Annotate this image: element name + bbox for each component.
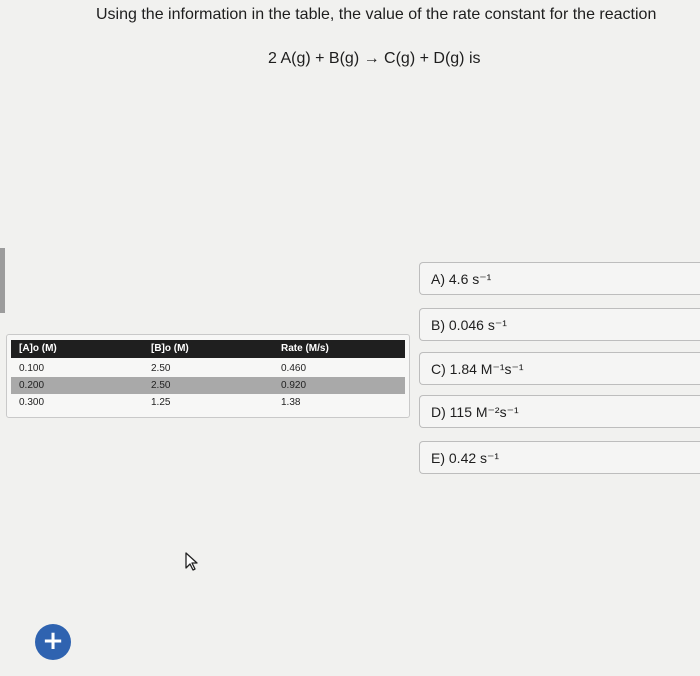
- cell-a: 0.300: [19, 397, 45, 408]
- answer-choice-b[interactable]: [419, 308, 700, 341]
- table-row: [11, 394, 405, 411]
- cell-a: 0.100: [19, 363, 45, 374]
- answer-choice-d[interactable]: [419, 395, 700, 428]
- left-edge-bar: [0, 248, 5, 313]
- plus-icon: +: [42, 626, 64, 656]
- table-row: [11, 377, 405, 394]
- choice-letter: A): [431, 271, 445, 287]
- question-text: Using the information in the table, the value of the rate constant for the reaction: [96, 6, 657, 23]
- reaction-equation: 2 A(g) + B(g) → C(g) + D(g) is: [268, 50, 481, 67]
- table-row: [11, 360, 405, 377]
- choice-text: 115 M⁻²s⁻¹: [449, 404, 519, 420]
- choice-letter: B): [431, 317, 445, 333]
- cell-rate: 0.460: [281, 363, 307, 374]
- cell-b: 2.50: [151, 380, 171, 391]
- answer-choice-c[interactable]: [419, 352, 700, 385]
- answer-choice-a[interactable]: [419, 262, 700, 295]
- table-header-row: [11, 340, 405, 358]
- header-rate: Rate (M/s): [281, 343, 329, 354]
- header-b-concentration: [B]o (M): [151, 343, 189, 354]
- choice-letter: C): [431, 361, 446, 377]
- choice-text: 1.84 M⁻¹s⁻¹: [449, 361, 524, 377]
- choice-letter: E): [431, 450, 445, 466]
- header-a-concentration: [A]o (M): [19, 343, 57, 354]
- add-button[interactable]: [35, 624, 71, 660]
- cell-rate: 0.920: [281, 380, 307, 391]
- answer-choice-e[interactable]: [419, 441, 700, 474]
- choice-letter: D): [431, 404, 446, 420]
- cell-rate: 1.38: [281, 397, 301, 408]
- data-table: [6, 334, 410, 418]
- choice-text: 0.42 s⁻¹: [448, 450, 500, 466]
- cell-b: 2.50: [151, 363, 171, 374]
- choice-text: 4.6 s⁻¹: [448, 271, 492, 287]
- choice-text: 0.046 s⁻¹: [448, 317, 507, 333]
- cursor-arrow-icon: [184, 552, 200, 577]
- cell-b: 1.25: [151, 397, 171, 408]
- cell-a: 0.200: [19, 380, 45, 391]
